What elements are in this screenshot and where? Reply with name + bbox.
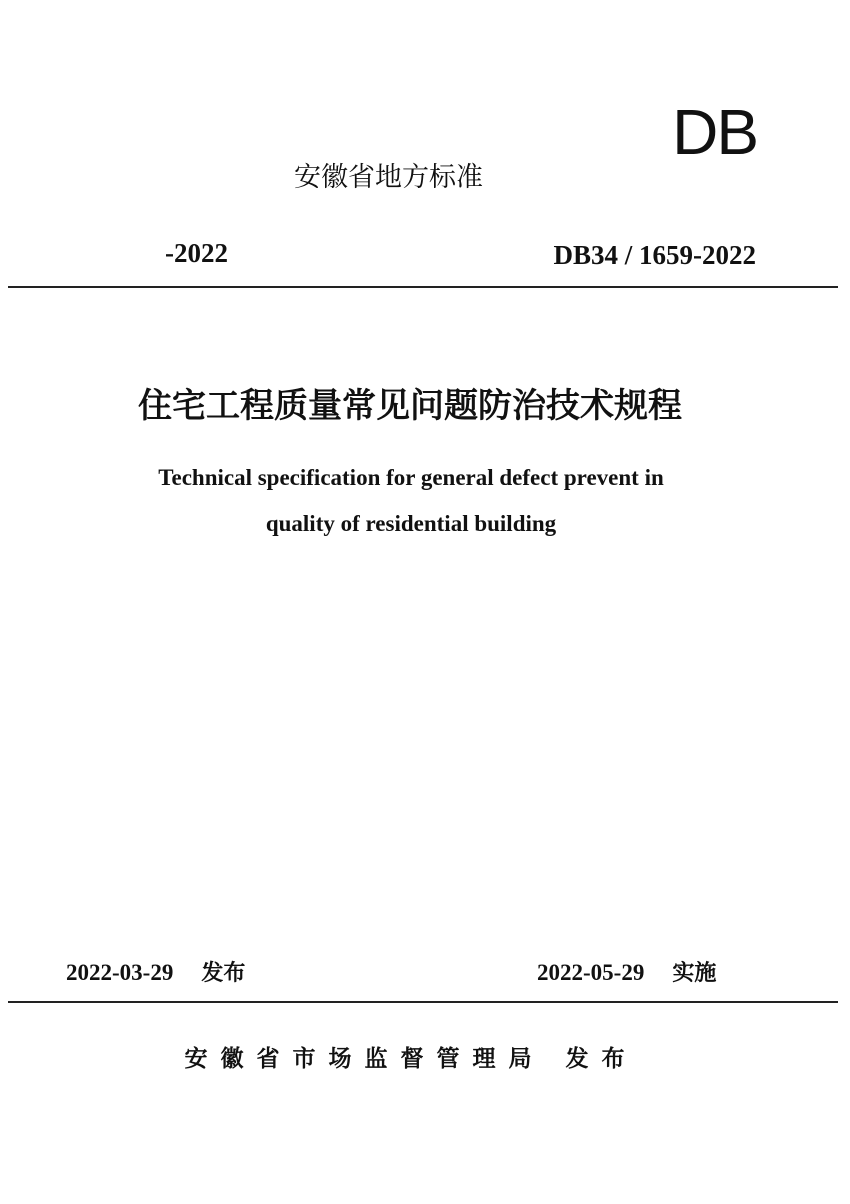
issue-label: 发布 bbox=[201, 961, 246, 986]
top-divider bbox=[8, 286, 838, 288]
title-english-line1: Technical specification for general defect prevent in bbox=[158, 465, 664, 490]
db-standard-mark: DB bbox=[672, 96, 757, 168]
record-year: -2022 bbox=[165, 238, 228, 268]
issuing-authority: 安徽省市场监督管理局 发布 bbox=[184, 1046, 638, 1072]
title-english-line2: quality of residential building bbox=[265, 511, 557, 536]
implement-date-block bbox=[537, 961, 716, 985]
standard-number: DB34 / 1659-2022 bbox=[553, 240, 756, 270]
implement-label: 实施 bbox=[672, 961, 717, 986]
title-chinese: 住宅工程质量常见问题防治技术规程 bbox=[138, 386, 682, 426]
standard-type-label: 安徽省地方标准 bbox=[294, 162, 483, 193]
issue-date-block bbox=[66, 961, 245, 985]
implement-date: 2022-05-29 bbox=[537, 960, 645, 985]
issue-date: 2022-03-29 bbox=[66, 960, 174, 985]
bottom-divider bbox=[8, 1001, 838, 1003]
